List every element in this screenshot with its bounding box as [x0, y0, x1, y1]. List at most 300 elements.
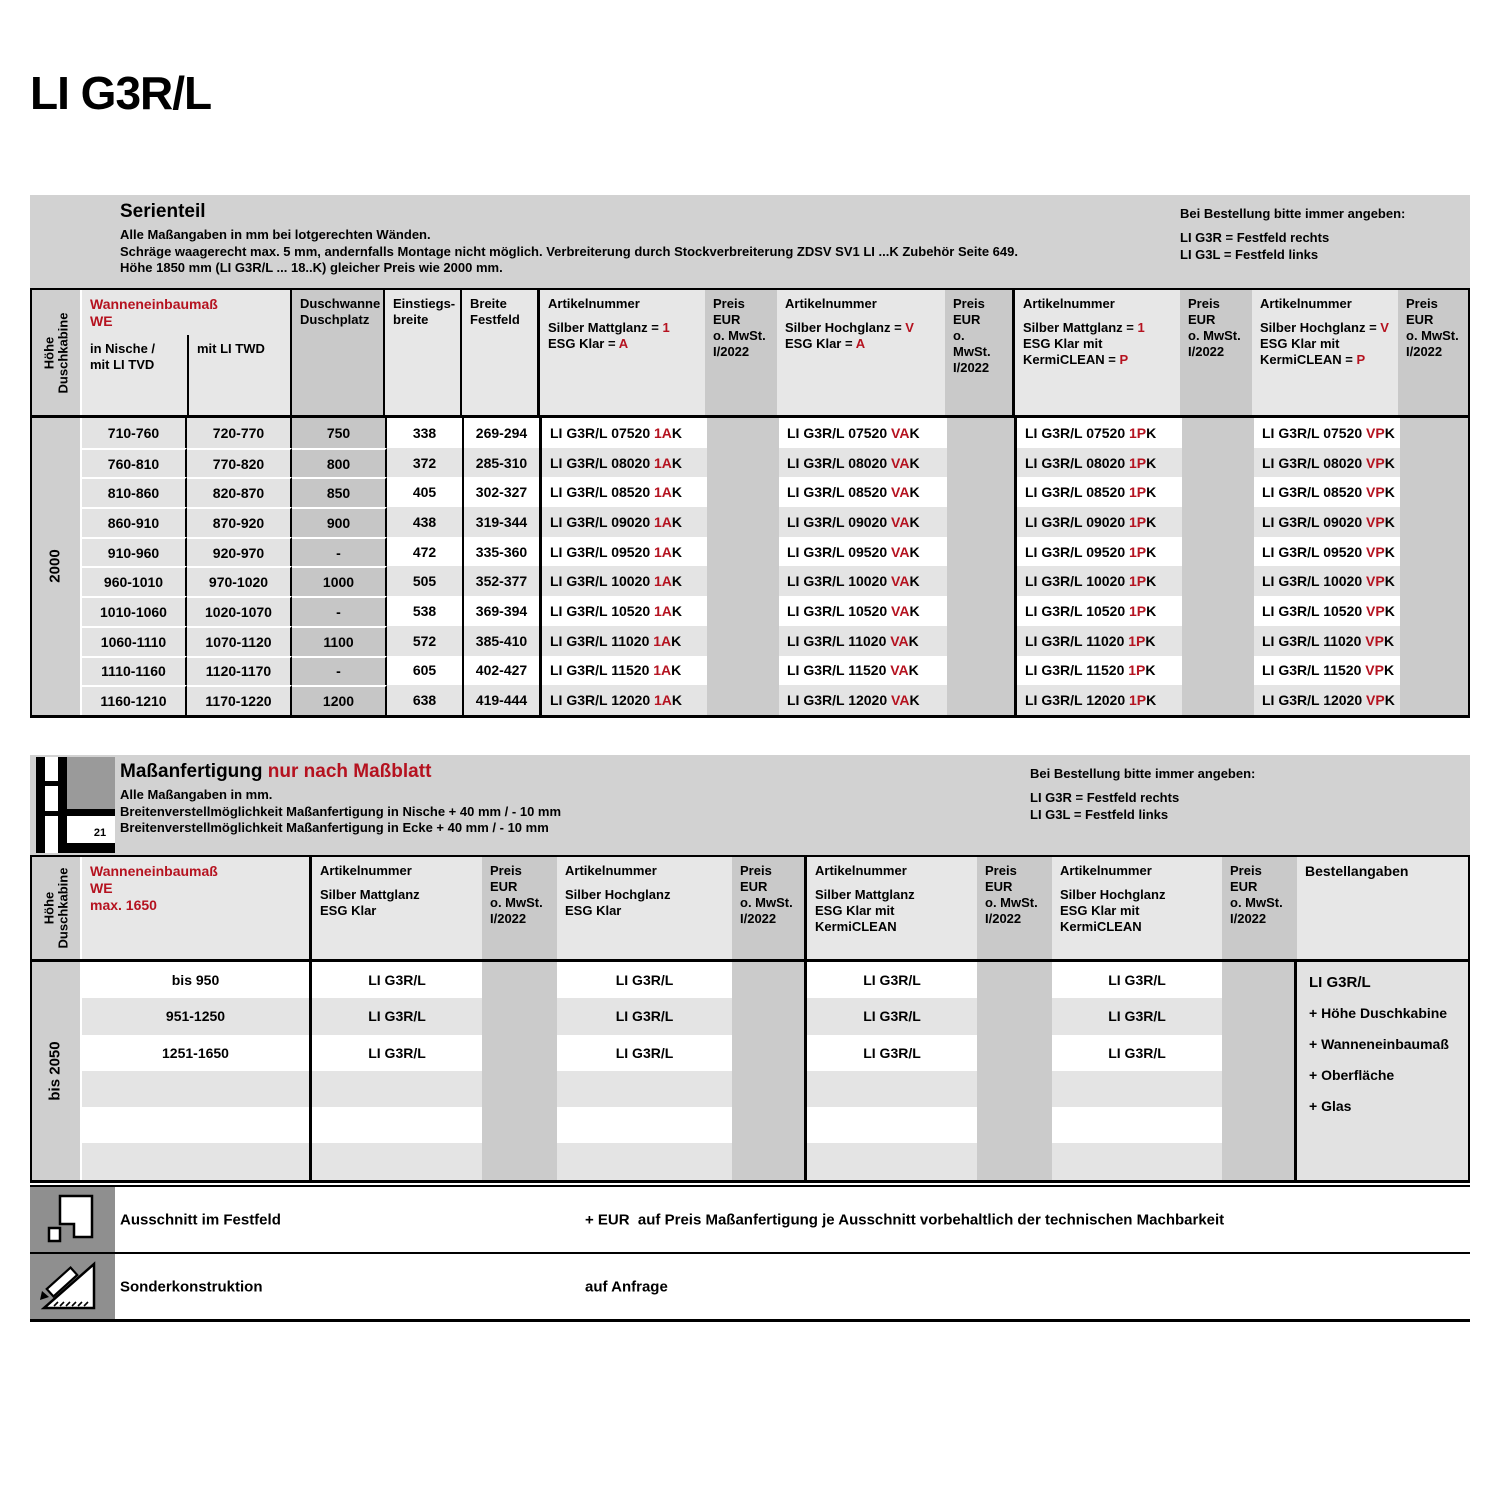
text-segment: LI G3R/L 12020 [1025, 692, 1130, 709]
cell-we-twd: 1120-1170 [187, 656, 292, 686]
cell-artikelnummer [1052, 1107, 1222, 1143]
text-segment: LI G3R/L 08020 [1262, 454, 1367, 471]
note-line: Schräge waagerecht max. 5 mm, andernfalls Montage nicht möglich. Verbreiterung durch Stockverbreiterung ZDSV SV1 LI ...K Zubehör Seite 649. [120, 243, 1018, 259]
text-segment: VP [1366, 543, 1385, 560]
cell-artikelnummer [1017, 537, 1182, 567]
we-subcolumns [82, 335, 292, 415]
text-segment: 1P [1129, 513, 1147, 530]
cell-artikelnummer [557, 1143, 732, 1179]
text-segment: K [671, 662, 682, 679]
artikelnummer-header [1052, 857, 1222, 959]
cell-artikelnummer [1254, 596, 1400, 626]
we-header-title [82, 290, 292, 330]
text-segment: LI G3R/L 10020 [1262, 573, 1367, 590]
hoehe-duschkabine-header [32, 290, 82, 415]
variant-line [1060, 887, 1214, 903]
cell-duschwanne: 750 [292, 418, 387, 448]
cell-artikelnummer [807, 1143, 977, 1179]
cell-duschwanne: 850 [292, 477, 387, 507]
cell-artikelnummer [779, 656, 947, 686]
artikelnummer-header [1015, 290, 1180, 415]
cell-duschwanne: 1000 [292, 566, 387, 596]
cell-we-twd: 720-770 [187, 418, 292, 448]
cell-breite-festfeld: 419-444 [464, 685, 542, 715]
hoehe-value: 2000 [47, 549, 64, 584]
cell-artikelnummer [557, 1107, 732, 1143]
text-segment: 1 [1137, 320, 1145, 335]
text-segment: 1A [654, 424, 672, 441]
preis-line: Preis EUR [1188, 296, 1220, 327]
text-segment: K [671, 543, 683, 560]
cell-duschwanne: - [292, 537, 387, 567]
text-segment: K [1384, 692, 1395, 709]
text-segment: LI G3R/L 07520 [1262, 424, 1367, 441]
breite-festfeld-header [462, 290, 540, 415]
artikelnummer-header [557, 857, 732, 959]
text-segment: LI G3R/L 10520 [1262, 602, 1367, 619]
text-segment: P [1356, 352, 1366, 367]
variant-line [1023, 336, 1172, 352]
text-segment: LI G3R/L 07520 [1025, 424, 1130, 441]
preis-header [705, 290, 777, 415]
text-segment: LI G3R/L 07520 [787, 424, 892, 441]
text-segment: LI G3R/L 11520 [1025, 662, 1129, 679]
breite-line2: Festfeld [470, 312, 520, 327]
text-segment: LI G3R/L 08020 [550, 454, 655, 471]
preis-line: I/2022 [985, 911, 1022, 926]
hoehe-header-label [42, 312, 70, 393]
cell-einstiegsbreite: 338 [387, 418, 464, 448]
text-segment: KermiCLEAN = [1260, 352, 1357, 367]
cell-breite-festfeld: 269-294 [464, 418, 542, 448]
cell-artikelnummer [1052, 1143, 1222, 1179]
order-info [1030, 765, 1255, 823]
text-segment: LI G3R/L 11020 [1025, 632, 1129, 649]
variant-line [1060, 903, 1214, 935]
artikelnummer-label: Artikelnummer [815, 863, 907, 878]
cell-einstiegsbreite: 638 [387, 685, 464, 715]
cell-einstiegsbreite: 505 [387, 566, 464, 596]
cell-artikelnummer [1254, 566, 1400, 596]
cell-artikelnummer [542, 656, 707, 686]
artikelnummer-label: Artikelnummer [1060, 863, 1152, 878]
einstiegsbreite-header [385, 290, 462, 415]
title-black-part: Maßanfertigung [120, 761, 263, 782]
variant-line [565, 887, 724, 903]
cell-artikelnummer [807, 1071, 977, 1107]
text-segment: LI G3R/L 09020 [1025, 513, 1130, 530]
variant-line [320, 903, 474, 919]
cell-artikelnummer [542, 448, 707, 478]
cell-wanneneinbaumass [82, 1107, 312, 1143]
hoehe-value: bis 2050 [47, 1041, 64, 1101]
text-segment: 1A [653, 662, 672, 679]
preis-line: Preis EUR [740, 863, 772, 894]
massanfertigung-info-band [30, 755, 1470, 855]
serienteil-header-row [30, 288, 1470, 418]
we-line1: Wanneneinbaumaß [90, 863, 218, 879]
bestellangaben-item: + Höhe Duschkabine [1309, 1005, 1448, 1021]
preis-column-cell [947, 418, 1017, 715]
artikelnummer-label: Artikelnummer [320, 863, 412, 878]
text-segment: K [1384, 424, 1395, 441]
cell-we-nische: 1010-1060 [82, 596, 187, 626]
text-segment: Silber Hochglanz [565, 887, 671, 902]
text-segment: LI G3R/L 11520 [550, 662, 654, 679]
text-segment: LI G3R/L 08520 [1262, 484, 1367, 501]
cell-artikelnummer: LI G3R/L [807, 1035, 977, 1071]
note-line: Breitenverstellmöglichkeit Maßanfertigung in Ecke + 40 mm / - 10 mm [120, 820, 549, 835]
cell-artikelnummer [542, 685, 707, 715]
cell-breite-festfeld: 285-310 [464, 448, 542, 478]
cell-artikelnummer [1254, 656, 1400, 686]
text-segment: K [1384, 543, 1395, 560]
preis-line: I/2022 [490, 911, 527, 926]
cell-we-nische: 1110-1160 [82, 656, 187, 686]
cell-we-nische: 910-960 [82, 537, 187, 567]
bestellangaben-header [1297, 857, 1468, 959]
preis-line: I/2022 [1188, 344, 1225, 359]
cell-artikelnummer [542, 626, 707, 656]
cell-breite-festfeld: 369-394 [464, 596, 542, 626]
cell-we-twd: 1170-1220 [187, 685, 292, 715]
cell-we-nische: 710-760 [82, 418, 187, 448]
bestellangaben-title: LI G3R/L [1309, 974, 1371, 991]
ausschnitt-label: Ausschnitt im Festfeld [120, 1211, 281, 1228]
cell-we-twd: 920-970 [187, 537, 292, 567]
text-segment: VP [1366, 602, 1385, 619]
bestellangaben-item: + Wanneneinbaumaß [1309, 1036, 1449, 1052]
text-segment: Silber Hochglanz [1060, 887, 1166, 902]
text-segment: LI G3R/L 08520 [787, 484, 892, 501]
preis-header [1398, 290, 1468, 415]
cell-artikelnummer [779, 626, 947, 656]
text-segment: K [1384, 573, 1395, 590]
preis-header [732, 857, 807, 959]
wanneneinbaumass-header-group [82, 290, 292, 415]
text-segment: VP [1366, 484, 1385, 501]
text-segment: VA [891, 573, 910, 590]
order-info-line: LI G3R = Festfeld rechts [1030, 790, 1180, 805]
preis-column-cell [977, 962, 1052, 1180]
duschwanne-header [290, 290, 385, 415]
bestellangaben-item: + Oberfläche [1309, 1067, 1395, 1083]
serienteil-title: Serienteil [120, 201, 206, 222]
we-col1-line1: in Nische / [90, 341, 156, 356]
cell-we-nische: 860-910 [82, 507, 187, 537]
text-segment: LI G3R/L 10020 [550, 573, 655, 590]
preis-header [482, 857, 557, 959]
cell-artikelnummer [1254, 537, 1400, 567]
we-col1-line2: mit LI TVD [90, 357, 155, 372]
text-segment: LI G3R/L 12020 [787, 692, 892, 709]
hoehe-value-cell [32, 418, 82, 715]
cell-wanneneinbaumass: 951-1250 [82, 998, 312, 1034]
massanfertigung-notes [120, 761, 561, 837]
cell-wanneneinbaumass [82, 1071, 312, 1107]
cell-artikelnummer [779, 566, 947, 596]
duschwanne-line2: Duschplatz [300, 312, 370, 327]
artikelnummer-header [540, 290, 705, 415]
text-segment: Silber Mattglanz = [548, 320, 663, 335]
text-segment: K [1384, 513, 1395, 530]
text-segment: 1 [662, 320, 670, 335]
cell-einstiegsbreite: 472 [387, 537, 464, 567]
text-segment: VP [1366, 573, 1385, 590]
cell-we-twd: 820-870 [187, 477, 292, 507]
text-segment: Silber Mattglanz = [1023, 320, 1138, 335]
text-segment: LI G3R/L 12020 [550, 692, 655, 709]
cell-we-twd: 1020-1070 [187, 596, 292, 626]
text-segment: VP [1366, 454, 1385, 471]
hoehe-value-cell [32, 962, 82, 1180]
cell-artikelnummer [807, 1107, 977, 1143]
preis-line: I/2022 [713, 344, 750, 359]
text-segment: 1A [654, 692, 672, 709]
text-segment: Silber Mattglanz [815, 887, 915, 902]
cell-we-twd: 1070-1120 [187, 626, 292, 656]
variant-line [815, 887, 969, 903]
preis-column-cell [732, 962, 807, 1180]
text-segment: ESG Klar mit KermiCLEAN [1060, 903, 1142, 934]
text-segment: 1P [1128, 662, 1146, 679]
cell-artikelnummer [1254, 448, 1400, 478]
text-segment: K [1384, 484, 1395, 501]
cell-artikelnummer [312, 1107, 482, 1143]
variant-line [548, 320, 697, 336]
cell-wanneneinbaumass [82, 1143, 312, 1179]
text-segment: LI G3R/L 11020 [787, 632, 891, 649]
note-line: Alle Maßangaben in mm bei lotgerechten Wänden. [120, 227, 431, 242]
text-segment: VA [891, 513, 910, 530]
text-segment: 1P [1129, 573, 1147, 590]
text-segment: LI G3R/L 10520 [550, 602, 655, 619]
cell-artikelnummer [779, 448, 947, 478]
text-segment: K [1146, 484, 1157, 501]
text-segment: VA [891, 692, 910, 709]
text-segment: A [855, 336, 866, 351]
sonderkonstruktion-row [30, 1254, 1470, 1319]
preis-line: Preis EUR [985, 863, 1017, 894]
cell-breite-festfeld: 319-344 [464, 507, 542, 537]
cell-we-nische: 810-860 [82, 477, 187, 507]
text-segment: K [1146, 692, 1157, 709]
preis-line: o. MwSt. [740, 895, 793, 910]
cell-einstiegsbreite: 538 [387, 596, 464, 626]
text-segment: LI G3R/L 09520 [1025, 543, 1130, 560]
cell-artikelnummer [542, 507, 707, 537]
artikelnummer-header [777, 290, 945, 415]
text-segment: VP [1365, 662, 1384, 679]
text-segment: LI G3R/L 10520 [787, 602, 892, 619]
text-segment: 1P [1129, 454, 1147, 471]
text-segment: K [1146, 543, 1157, 560]
cell-we-twd: 870-920 [187, 507, 292, 537]
einstieg-line1: Einstiegs- [393, 296, 456, 311]
einstieg-line2: breite [393, 312, 429, 327]
preis-line: o. MwSt. [1406, 328, 1459, 343]
vertical-text-wrap [32, 290, 80, 415]
order-info-line: LI G3L = Festfeld links [1030, 807, 1169, 822]
we-line2: WE [90, 880, 113, 896]
vertical-text-wrap [32, 857, 80, 959]
cell-duschwanne: - [292, 656, 387, 686]
preis-line: Preis EUR [713, 296, 745, 327]
text-segment: K [1146, 513, 1157, 530]
text-segment: LI G3R/L 09020 [550, 513, 655, 530]
cell-artikelnummer: LI G3R/L [312, 962, 482, 998]
we-twd-subheader [187, 335, 292, 415]
title-red-part: nur nach Maßblatt [267, 761, 432, 782]
text-segment: LI G3R/L 10020 [787, 573, 892, 590]
preis-column-cell [482, 962, 557, 1180]
preis-line: Preis EUR [1406, 296, 1438, 327]
text-segment: K [909, 573, 920, 590]
artikelnummer-label: Artikelnummer [1260, 296, 1352, 311]
text-segment: LI G3R/L 08020 [1025, 454, 1130, 471]
variant-line [815, 903, 969, 935]
cell-artikelnummer: LI G3R/L [557, 962, 732, 998]
text-segment: LI G3R/L 09020 [1262, 513, 1367, 530]
text-segment: 1P [1129, 692, 1147, 709]
cell-duschwanne: 1100 [292, 626, 387, 656]
text-segment: LI G3R/L 11520 [787, 662, 891, 679]
text-segment: 1A [654, 573, 672, 590]
text-segment: K [909, 692, 920, 709]
we-col2-line1: mit LI TWD [197, 341, 265, 356]
preis-line: I/2022 [1230, 911, 1267, 926]
text-segment: K [1146, 454, 1157, 471]
preis-header [945, 290, 1015, 415]
preis-line: Preis EUR [490, 863, 522, 894]
text-segment: Silber Mattglanz [320, 887, 420, 902]
text-segment: VP [1366, 513, 1385, 530]
cell-breite-festfeld: 302-327 [464, 477, 542, 507]
text-segment: ESG Klar [565, 903, 622, 918]
text-segment: K [1146, 573, 1157, 590]
cell-artikelnummer: LI G3R/L [807, 962, 977, 998]
breite-line1: Breite [470, 296, 507, 311]
cell-artikelnummer [312, 1071, 482, 1107]
artikelnummer-label: Artikelnummer [565, 863, 657, 878]
serienteil-table [30, 195, 1470, 718]
text-segment: LI G3R/L 09520 [1262, 543, 1367, 560]
text-segment: K [909, 602, 920, 619]
we-line3: max. 1650 [90, 897, 157, 913]
text-segment: 1A [654, 543, 672, 560]
text-segment: LI G3R/L 11520 [1262, 662, 1366, 679]
cell-artikelnummer [779, 507, 947, 537]
cell-duschwanne: 800 [292, 448, 387, 478]
cell-artikelnummer [1017, 626, 1182, 656]
cell-artikelnummer [542, 596, 707, 626]
serienteil-notes [120, 201, 1018, 277]
cell-einstiegsbreite: 438 [387, 507, 464, 537]
text-segment: VA [890, 662, 909, 679]
variant-line [1023, 320, 1172, 336]
order-info-title: Bei Bestellung bitte immer angeben: [1030, 766, 1256, 781]
variant-line [785, 336, 937, 352]
cell-wanneneinbaumass: 1251-1650 [82, 1035, 312, 1071]
preis-line: o. MwSt. [953, 328, 991, 359]
text-segment: 1A [653, 632, 672, 649]
variant-line [1260, 336, 1390, 352]
preis-header [977, 857, 1052, 959]
text-segment: V [905, 320, 914, 335]
preis-line: o. MwSt. [985, 895, 1038, 910]
cell-artikelnummer: LI G3R/L [312, 1035, 482, 1071]
text-segment: KermiCLEAN = [1023, 352, 1120, 367]
wanneneinbaumass-header [82, 857, 312, 959]
text-segment: ESG Klar mit KermiCLEAN [815, 903, 897, 934]
text-segment: 1P [1129, 602, 1147, 619]
text-segment: LI G3R/L 08520 [550, 484, 655, 501]
cell-artikelnummer [1017, 596, 1182, 626]
text-segment: K [1145, 662, 1156, 679]
cell-artikelnummer [1017, 477, 1182, 507]
variant-line [1260, 320, 1390, 336]
sonderkonstruktion-value: auf Anfrage [585, 1278, 668, 1295]
text-segment: LI G3R/L 11020 [550, 632, 654, 649]
text-segment: K [1146, 424, 1157, 441]
cell-artikelnummer [1052, 1071, 1222, 1107]
note-line: Breitenverstellmöglichkeit Maßanfertigung in Nische + 40 mm / - 10 mm [120, 803, 562, 819]
cell-artikelnummer [1017, 418, 1182, 448]
text-segment: 1P [1129, 424, 1147, 441]
text-segment: LI G3R/L 09020 [787, 513, 892, 530]
preis-line: I/2022 [1406, 344, 1443, 359]
duschwanne-line1: Duschwanne [300, 296, 381, 311]
bestellangaben-item: + Glas [1309, 1098, 1352, 1114]
text-segment: VA [890, 632, 909, 649]
cell-artikelnummer: LI G3R/L [1052, 962, 1222, 998]
preis-line: I/2022 [740, 911, 777, 926]
preis-line: o. MwSt. [1188, 328, 1241, 343]
niche-profile-diagram [30, 755, 115, 855]
artikelnummer-label: Artikelnummer [1023, 296, 1115, 311]
text-segment: K [671, 513, 683, 530]
artikelnummer-header [1252, 290, 1398, 415]
serienteil-info-band [30, 195, 1470, 288]
text-segment: K [909, 513, 920, 530]
we-title: Wanneneinbaumaß [90, 296, 218, 312]
text-segment: VP [1365, 632, 1384, 649]
preis-column-cell [707, 418, 779, 715]
cell-duschwanne: - [292, 596, 387, 626]
text-segment: Silber Hochglanz = [785, 320, 906, 335]
cell-artikelnummer [542, 477, 707, 507]
text-segment: K [1383, 632, 1395, 649]
hoehe-duschkabine-header [32, 857, 82, 959]
text-segment: K [671, 632, 682, 649]
order-info-title: Bei Bestellung bitte immer angeben: [1180, 206, 1406, 221]
cell-artikelnummer [1254, 418, 1400, 448]
text-segment: LI G3R/L 07520 [550, 424, 655, 441]
text-segment: 1A [654, 484, 672, 501]
hoehe-line2: Duschkabine [55, 867, 71, 949]
cell-artikelnummer [779, 596, 947, 626]
cell-artikelnummer: LI G3R/L [807, 998, 977, 1034]
text-segment: LI G3R/L 10520 [1025, 602, 1130, 619]
massanfertigung-table [30, 755, 1470, 1183]
page-title: LI G3R/L [30, 67, 212, 119]
cell-artikelnummer: LI G3R/L [1052, 998, 1222, 1034]
cell-we-nische: 760-810 [82, 448, 187, 478]
cell-einstiegsbreite: 372 [387, 448, 464, 478]
text-segment: 1A [654, 602, 672, 619]
cell-artikelnummer [1017, 566, 1182, 596]
cell-artikelnummer [542, 537, 707, 567]
